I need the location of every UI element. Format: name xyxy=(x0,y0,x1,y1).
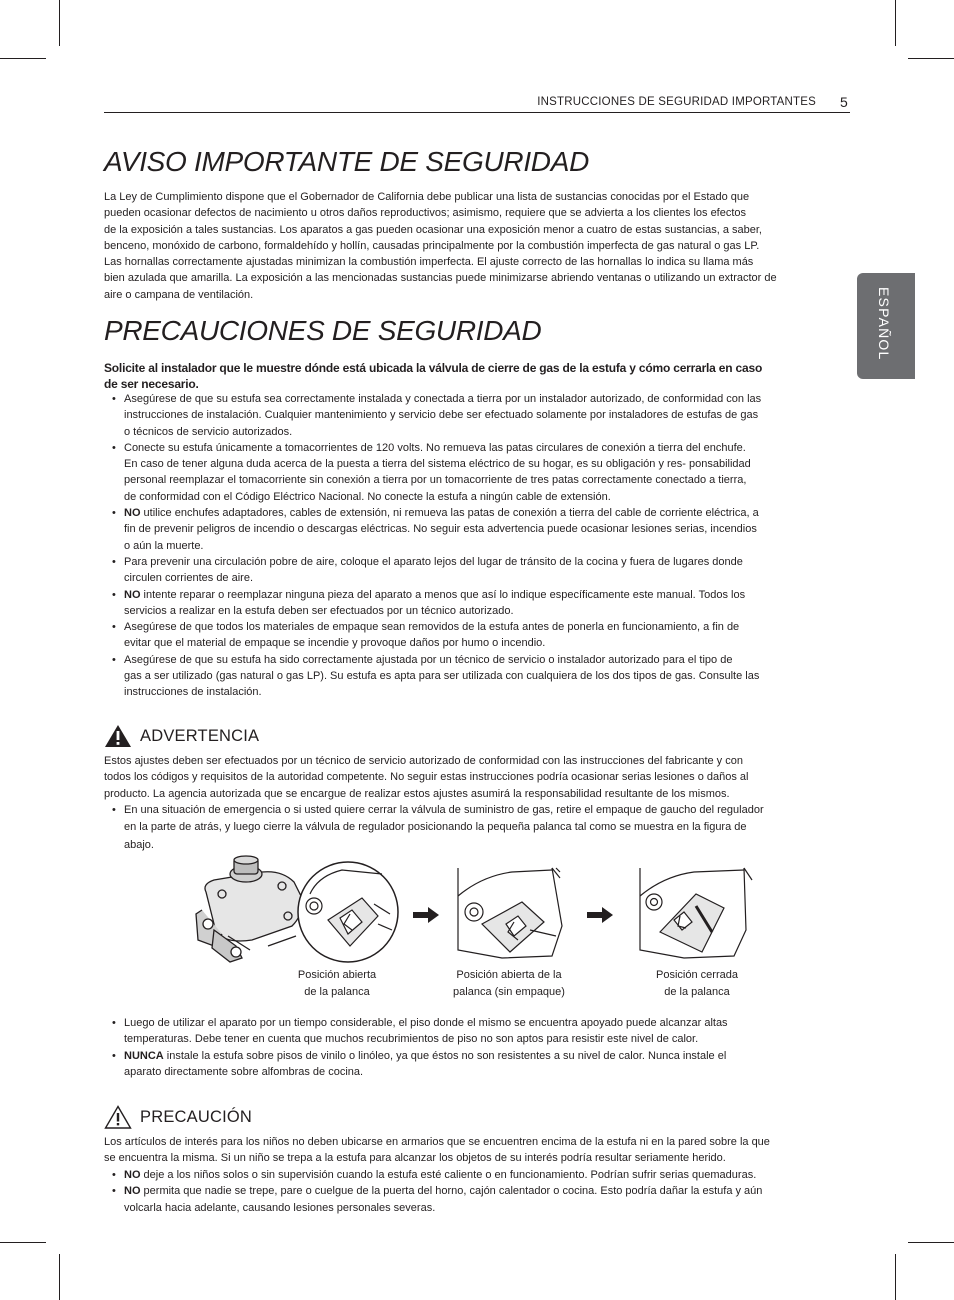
text-line: servicios a realizar en la estufa deben ser efectuados por un técnico autorizado. xyxy=(124,604,514,617)
text-line: se encuentra la misma. Si un niño se trepa a la estufa para alcanzar los objetos de su interés podría resultar seriamente herido. xyxy=(104,1152,726,1165)
text-line: Asegúrese de que todos los materiales de empaque sean removidos de la estufa antes de ponerla en funcionamiento, a fin de xyxy=(124,621,740,634)
crop-mark xyxy=(895,1254,896,1300)
warning-after-list xyxy=(112,1015,844,1080)
list-item: • Asegúrese de que su estufa ha sido correctamente ajustada por un técnico de servicio o instalador autorizado para el tipo de gas a ser utilizado (gas natural o gas LP). Su estufa es apta para ser utilizada con cualquiera de los dos tipos de gas. Consulte las instrucciones de instalación. xyxy=(112,652,844,701)
emphasis-no: NO xyxy=(124,588,141,601)
warning-triangle-icon xyxy=(104,724,132,748)
text-line: Posición abierta de la xyxy=(456,969,562,981)
text-line: o aún la muerte. xyxy=(124,539,204,552)
text-line: de la palanca xyxy=(664,986,730,998)
text-line xyxy=(124,587,844,603)
arrow-right-icon xyxy=(412,906,440,924)
text-line xyxy=(124,505,844,521)
list-item: • Para prevenir una circulación pobre de aire, coloque el aparato lejos del lugar de tránsito de la cocina y fuera de lugares donde circulen corrientes de aire. xyxy=(112,554,844,587)
list-item: • Luego de utilizar el aparato por un tiempo considerable, el piso donde el mismo se encuentra apoyado puede alcanzar altas temperaturas. Debe tener en cuenta que muchos recubrimientos de piso no son aptos para resistir este nivel de calor. xyxy=(112,1015,844,1048)
list-item: • NUNCA instale la estufa sobre pisos de vinilo o linóleo, ya que éstos no son resistentes a su nivel de calor. Nunca instale el aparato directamente sobre alfombras de cocina. xyxy=(112,1048,844,1081)
text-line: Los artículos de interés para los niños no deben ubicarse en armarios que se encuentren encima de la estufa ni en la pared sobre la que xyxy=(104,1136,770,1148)
list-item: • Conecte su estufa únicamente a tomacorrientes de 120 volts. No remueva las patas circulares de conexión a tierra del enchufe. En caso de tener alguna duda acerca de la puesta a tierra del sistema eléctrico de su hogar, es su obligación y res- ponsabilidad personal reemplazar el tomacorriente sin conexión a tierra por un tomacorriente de tres patas correctamente conectado a tierra, de conformidad con el Código Eléctrico Nacional. No conecte la estufa a ningún cable de extensión. xyxy=(112,440,844,505)
text-line: aparato directamente sobre alfombras de cocina. xyxy=(124,1065,364,1078)
text-line: aire o campana de ventilación. xyxy=(104,288,254,301)
text-line: de conformidad con el Código Eléctrico Nacional. No conecte la estufa a ningún cable de extensión. xyxy=(124,490,611,503)
figure-caption-closed xyxy=(612,967,782,1001)
caution-heading xyxy=(104,1105,252,1129)
warning-paragraph xyxy=(104,753,852,802)
crop-mark xyxy=(0,1242,46,1243)
list-item: • NO deje a los niños solos o sin supervisión cuando la estufa esté caliente o en funcionamiento. Podrían sufrir serias quemaduras. xyxy=(112,1167,844,1183)
emphasis-nunca: NUNCA xyxy=(124,1049,164,1062)
text-line: en la parte de atrás, y luego cierre la válvula de regulador posicionando la pequeña palanca tal como se muestra en la figura de xyxy=(124,821,747,834)
page-number: 5 xyxy=(840,94,848,110)
text-line: todos los códigos y requisitos de la autoridad competente. No seguir estas instrucciones podría ocasionar serias lesiones o daños al xyxy=(104,771,749,784)
text-line: personal reemplazar el tomacorriente sin conexión a tierra por un tomacorriente de tres patas correctamente conectado a tierra, xyxy=(124,474,747,487)
emphasis-no: NO xyxy=(124,1185,141,1198)
warning-title: ADVERTENCIA xyxy=(140,726,260,745)
list-item: • Asegúrese de que todos los materiales de empaque sean removidos de la estufa antes de ponerla en funcionamiento, a fin de evitar que el material de empaque se incendie y provoque daños por humo o incendio. xyxy=(112,619,844,652)
language-tab-label: ESPAÑOL xyxy=(876,287,892,361)
text-line: palanca (sin empaque) xyxy=(453,986,565,998)
text-line: producto. La agencia autorizada que se encargue de realizar estos ajustes asumirá la responsabilidad resultante de los mismos. xyxy=(104,787,730,800)
caution-triangle-icon xyxy=(104,1105,132,1129)
text-line: instrucciones de instalación. Cualquier mantenimiento y servicio debe ser efectuado solamente por instaladores de estufas de gas xyxy=(124,409,759,422)
text-line: fin de prevenir peligros de incendio o descargas eléctricas. No seguir esta advertencia puede ocasionar lesiones serias, incendios xyxy=(124,523,757,536)
list-item: • NO permita que nadie se trepe, pare o cuelgue de la puerta del horno, cajón calentador o cocina. Esto podría dañar la estufa y aún volcarla hacia adelante, causando lesiones personales severas. xyxy=(112,1183,844,1216)
text-line: o técnicos de servicio autorizados. xyxy=(124,425,293,438)
text-line: de la palanca xyxy=(304,986,370,998)
list-item: • En una situación de emergencia o si usted quiere cerrar la válvula de suministro de gas, retire el empaque de gaucho del regulador en la parte de atrás, y luego cierre la válvula de regulador posicionando la pequeña palanca tal como se muestra en la figura de abajo. xyxy=(112,802,844,853)
text-run: utilice enchufes adaptadores, cables de extensión, ni remueva las patas de conexión a tierra del cable de corriente eléctrica, a xyxy=(140,507,759,520)
text-line: Asegúrese de que su estufa ha sido correctamente ajustada por un técnico de servicio o instalador autorizado para el tipo de xyxy=(124,653,733,666)
crop-mark xyxy=(908,58,954,59)
text-line: Las hornallas correctamente ajustadas minimizan la combustión imperfecta. El ajuste correcto de las hornallas lo indica su llama más xyxy=(104,256,754,269)
crop-mark xyxy=(0,58,46,59)
text-line: circulen corrientes de aire. xyxy=(124,572,254,585)
list-item: • Asegúrese de que su estufa sea correctamente instalada y conectada a tierra por un instalador autorizado, de conformidad con las instrucciones de instalación. Cualquier mantenimiento y servicio debe ser efectuado solamente por instaladores de estufas de gas o técnicos de servicio autorizados. xyxy=(112,391,844,440)
warning-list xyxy=(112,802,844,853)
text-line: bien azulada que amarilla. La exposición a las mencionadas sustancias puede minimizarse abriendo ventanas o utilizando un extractor de xyxy=(104,272,777,285)
list-item: • NO utilice enchufes adaptadores, cables de extensión, ni remueva las patas de conexión a tierra del cable de corriente eléctrica, a fin de prevenir peligros de incendio o descargas eléctricas. No seguir esta advertencia puede ocasionar lesiones serias, incendios o aún la muerte. xyxy=(112,505,844,554)
precautions-lead xyxy=(104,360,852,392)
caution-title: PRECAUCIÓN xyxy=(140,1107,253,1126)
text-line: Estos ajustes deben ser efectuados por un técnico de servicio autorizado de conformidad con las instrucciones del fabricante y con xyxy=(104,755,743,767)
text-line: Para prevenir una circulación pobre de aire, coloque el aparato lejos del lugar de tránsito de la cocina y fuera de lugares donde xyxy=(124,555,743,568)
text-line: temperaturas. Debe tener en cuenta que muchos recubrimientos de piso no son aptos para resistir este nivel de calor. xyxy=(124,1033,699,1046)
text-line: de ser necesario. xyxy=(104,377,199,391)
caution-list xyxy=(112,1167,844,1216)
figure-caption-open-no-packing xyxy=(424,967,594,1001)
language-tab xyxy=(857,273,915,379)
list-item: • NO intente reparar o reemplazar ninguna pieza del aparato a menos que así lo indique específicamente este manual. Todos los servicios a realizar en la estufa deben ser efectuados por un técnico autorizado. xyxy=(112,587,844,620)
arrow-right-icon xyxy=(586,906,614,924)
crop-mark xyxy=(59,0,60,46)
text-line: Conecte su estufa únicamente a tomacorrientes de 120 volts. No remueva las patas circulares de conexión a tierra del enchufe. xyxy=(124,441,746,454)
lever-open-no-packing-illustration xyxy=(452,866,576,960)
text-line: Posición cerrada xyxy=(656,969,738,981)
text-run: permita que nadie se trepe, pare o cuelgue de la puerta del horno, cajón calentador o cocina. Esto podría dañar la estufa y aún xyxy=(140,1185,763,1198)
text-line xyxy=(124,1167,844,1183)
regulator-open-illustration xyxy=(192,854,400,966)
text-line: volcarla hacia adelante, causando lesiones personales severas. xyxy=(124,1201,436,1214)
text-run: intente reparar o reemplazar ninguna pieza del aparato a menos que así lo indique específicamente este manual. Todos los xyxy=(140,588,746,601)
text-line: Asegúrese de que su estufa sea correctamente instalada y conectada a tierra por un instalador autorizado, de conformidad con las xyxy=(124,393,762,405)
running-header: INSTRUCCIONES DE SEGURIDAD IMPORTANTES xyxy=(537,96,816,108)
notice-heading: AVISO IMPORTANTE DE SEGURIDAD xyxy=(104,146,590,177)
text-run: instale la estufa sobre pisos de vinilo o linóleo, ya que éstos no son resistentes a su nivel de calor. Nunca instale el xyxy=(163,1049,727,1062)
figure-caption-open xyxy=(252,967,422,1001)
crop-mark xyxy=(908,1242,954,1243)
text-line: Posición abierta xyxy=(297,969,377,981)
crop-mark xyxy=(59,1254,60,1300)
precautions-list xyxy=(112,391,844,701)
text-line: abajo. xyxy=(124,838,154,851)
text-line: En una situación de emergencia o si usted quiere cerrar la válvula de suministro de gas, retire el empaque de gaucho del regulador xyxy=(124,804,764,816)
emphasis-no: NO xyxy=(124,507,141,520)
warning-heading xyxy=(104,724,259,748)
caution-paragraph xyxy=(104,1134,852,1167)
text-line: instrucciones de instalación. xyxy=(124,686,262,699)
notice-paragraph xyxy=(104,189,852,303)
text-line xyxy=(124,1183,844,1199)
text-line: pueden ocasionar defectos de nacimiento u otros daños reproductivos; asimismo, requiere que se advierta a los clientes los efectos xyxy=(104,207,747,220)
text-line: En caso de tener alguna duda acerca de la puesta a tierra del sistema eléctrico de su hogar, es su obligación y res- ponsabilidad xyxy=(124,458,751,471)
text-line: Luego de utilizar el aparato por un tiempo considerable, el piso donde el mismo se encuentra apoyado puede alcanzar altas xyxy=(124,1017,728,1029)
precautions-heading: PRECAUCIONES DE SEGURIDAD xyxy=(104,315,542,346)
emphasis-no: NO xyxy=(124,1169,141,1181)
crop-mark xyxy=(895,0,896,46)
text-line: gas a ser utilizado (gas natural o gas LP). Su estufa es apta para ser utilizada con cualquiera de los dos tipos de gas. Consulte las xyxy=(124,670,760,683)
text-run: deje a los niños solos o sin supervisión cuando la estufa esté caliente o en funcionamiento. Podrían sufrir serias quemaduras. xyxy=(140,1169,757,1181)
text-line: benceno, monóxido de carbono, formaldehído y hollín, causadas principalmente por la combustión imperfecta de gas natural o gas LP. xyxy=(104,239,760,252)
lever-closed-illustration xyxy=(634,866,758,960)
text-line: La Ley de Cumplimiento dispone que el Gobernador de California debe publicar una lista de sustancias conocidas por el Estado que xyxy=(104,191,750,203)
text-line: de la exposición a tales sustancias. Los aparatos a gas pueden ocasionar una exposición menor a cuatro de estas sustancias, a saber, xyxy=(104,223,762,236)
header-rule xyxy=(104,112,850,113)
text-line xyxy=(124,1048,844,1064)
text-line: Solicite al instalador que le muestre dónde está ubicada la válvula de cierre de gas de la estufa y cómo cerrarla en caso xyxy=(104,361,763,375)
text-line: evitar que el material de empaque se incendie y provoque daños por humo o incendio. xyxy=(124,637,546,650)
